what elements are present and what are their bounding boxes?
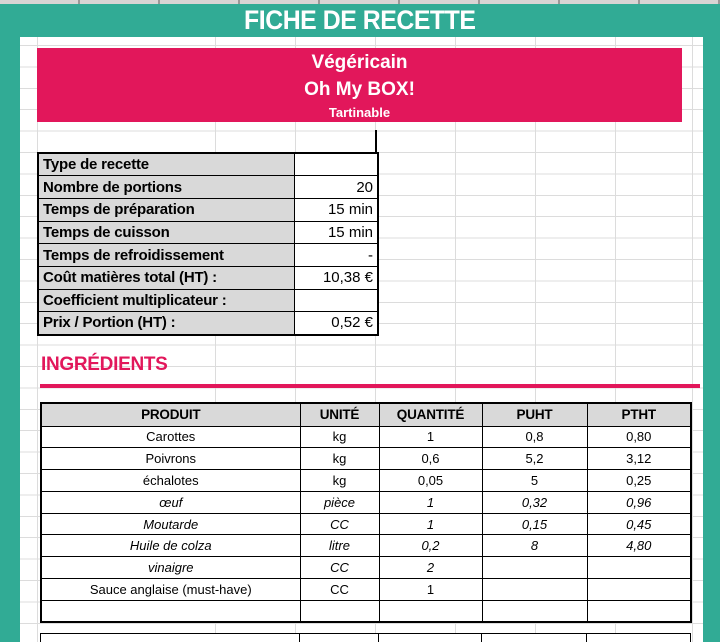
ingredients-header-row	[41, 403, 691, 426]
ingredient-row	[41, 600, 691, 622]
ingredient-ptht-cell[interactable]: 4,80	[587, 535, 691, 557]
recipe-category: Tartinable	[328, 105, 391, 121]
ingredient-unit-cell[interactable]: pièce	[300, 491, 379, 513]
recipe-info-table	[37, 152, 379, 336]
info-row	[38, 312, 378, 335]
ingredient-puht-cell[interactable]: 5	[482, 470, 587, 492]
ingredient-product-cell[interactable]: Sauce anglaise (must-have)	[41, 579, 300, 601]
info-row	[38, 221, 378, 244]
cell-border-segment	[375, 130, 377, 153]
recipe-name: Végéricain	[311, 52, 408, 73]
ingredient-ptht-cell[interactable]: 0,80	[587, 426, 691, 448]
ingredient-ptht-cell[interactable]	[587, 579, 691, 601]
ingredient-row	[41, 426, 691, 448]
ingredients-table-next-row	[40, 633, 691, 642]
ingredient-product-cell[interactable]: échalotes	[41, 470, 300, 492]
info-value-cell[interactable]: 15 min	[294, 198, 378, 221]
ingredient-quantity-cell[interactable]: 0,05	[379, 470, 482, 492]
ingredient-product-cell[interactable]: vinaigre	[41, 557, 300, 579]
info-value-cell[interactable]: 10,38 €	[294, 266, 378, 289]
info-row	[38, 266, 378, 289]
info-row	[38, 198, 378, 221]
col-header-puht: PUHT	[482, 403, 587, 426]
ingredient-row	[41, 491, 691, 513]
ingredient-ptht-cell[interactable]: 0,25	[587, 470, 691, 492]
right-margin-band	[703, 37, 720, 642]
ingredient-puht-cell[interactable]: 0,32	[482, 491, 587, 513]
left-margin-band	[0, 37, 20, 642]
ingredient-puht-cell[interactable]: 0,15	[482, 513, 587, 535]
info-value-cell[interactable]: 20	[294, 176, 378, 199]
recipe-banner	[37, 48, 682, 122]
ingredient-unit-cell[interactable]: CC	[300, 513, 379, 535]
ingredient-puht-cell[interactable]: 0,8	[482, 426, 587, 448]
ingredient-ptht-cell[interactable]	[587, 600, 691, 622]
ingredient-product-cell[interactable]: Poivrons	[41, 448, 300, 470]
ingredients-heading: INGRÉDIENTS	[41, 354, 168, 375]
ingredient-quantity-cell[interactable]: 1	[379, 426, 482, 448]
ingredient-product-cell[interactable]: Moutarde	[41, 513, 300, 535]
recipe-brand: Oh My BOX!	[304, 79, 415, 101]
ingredient-ptht-cell[interactable]	[587, 557, 691, 579]
info-label-cell: Nombre de portions	[38, 176, 294, 199]
info-label-cell: Temps de préparation	[38, 198, 294, 221]
sheet-title: FICHE DE RECETTE	[244, 5, 476, 35]
ingredient-product-cell[interactable]	[41, 634, 300, 642]
ingredient-quantity-cell[interactable]: 2	[379, 557, 482, 579]
ingredient-row	[41, 535, 691, 557]
ingredient-unit-cell[interactable]: CC	[300, 579, 379, 601]
col-header-produit: PRODUIT	[41, 403, 300, 426]
info-value-cell[interactable]: 0,52 €	[294, 312, 378, 335]
info-row	[38, 176, 378, 199]
ingredient-puht-cell[interactable]	[482, 579, 587, 601]
ingredient-product-cell[interactable]	[41, 600, 300, 622]
info-value-cell[interactable]: 15 min	[294, 221, 378, 244]
col-header-unite: UNITÉ	[300, 403, 379, 426]
ingredient-quantity-cell[interactable]	[379, 600, 482, 622]
ingredient-unit-cell[interactable]: kg	[300, 448, 379, 470]
ingredients-table	[40, 402, 692, 623]
ingredient-ptht-cell[interactable]: 0,45	[587, 513, 691, 535]
ingredient-unit-cell[interactable]: kg	[300, 426, 379, 448]
ingredient-puht-cell[interactable]: 8	[482, 535, 587, 557]
col-header-quantite: QUANTITÉ	[379, 403, 482, 426]
info-value-cell[interactable]	[294, 289, 378, 312]
info-row	[38, 153, 378, 176]
ingredient-ptht-cell[interactable]: 3,12	[587, 448, 691, 470]
ingredient-unit-cell[interactable]: litre	[300, 535, 379, 557]
ingredient-quantity-cell[interactable]: 1	[379, 579, 482, 601]
ingredient-ptht-cell[interactable]	[587, 634, 691, 642]
info-label-cell: Prix / Portion (HT) :	[38, 312, 294, 335]
ingredient-row	[41, 513, 691, 535]
info-label-cell: Coefficient multiplicateur :	[38, 289, 294, 312]
info-row	[38, 289, 378, 312]
info-row	[38, 244, 378, 267]
ingredient-puht-cell[interactable]	[482, 634, 587, 642]
info-value-cell[interactable]: -	[294, 244, 378, 267]
info-label-cell: Temps de cuisson	[38, 221, 294, 244]
ingredient-product-cell[interactable]: œuf	[41, 491, 300, 513]
col-header-ptht: PTHT	[587, 403, 691, 426]
ingredients-underline	[40, 384, 700, 388]
ingredient-row	[41, 634, 691, 642]
ingredient-row	[41, 470, 691, 492]
ingredient-unit-cell[interactable]: kg	[300, 470, 379, 492]
ingredient-puht-cell[interactable]: 5,2	[482, 448, 587, 470]
ingredient-ptht-cell[interactable]: 0,96	[587, 491, 691, 513]
ingredient-quantity-cell[interactable]: 0,6	[379, 448, 482, 470]
ingredient-quantity-cell[interactable]: 1	[379, 491, 482, 513]
info-value-cell[interactable]	[294, 153, 378, 176]
info-label-cell: Temps de refroidissement	[38, 244, 294, 267]
ingredient-row	[41, 557, 691, 579]
ingredient-quantity-cell[interactable]	[379, 634, 482, 642]
ingredient-product-cell[interactable]: Huile de colza	[41, 535, 300, 557]
sheet-title-banner	[0, 4, 720, 37]
info-label-cell: Type de recette	[38, 153, 294, 176]
ingredient-puht-cell[interactable]	[482, 557, 587, 579]
ingredient-unit-cell[interactable]	[300, 634, 379, 642]
ingredient-quantity-cell[interactable]: 1	[379, 513, 482, 535]
ingredient-unit-cell[interactable]: CC	[300, 557, 379, 579]
ingredient-puht-cell[interactable]	[482, 600, 587, 622]
info-label-cell: Coût matières total (HT) :	[38, 266, 294, 289]
ingredient-product-cell[interactable]: Carottes	[41, 426, 300, 448]
ingredient-row	[41, 448, 691, 470]
ingredient-quantity-cell[interactable]: 0,2	[379, 535, 482, 557]
ingredient-unit-cell[interactable]	[300, 600, 379, 622]
ingredient-row	[41, 579, 691, 601]
